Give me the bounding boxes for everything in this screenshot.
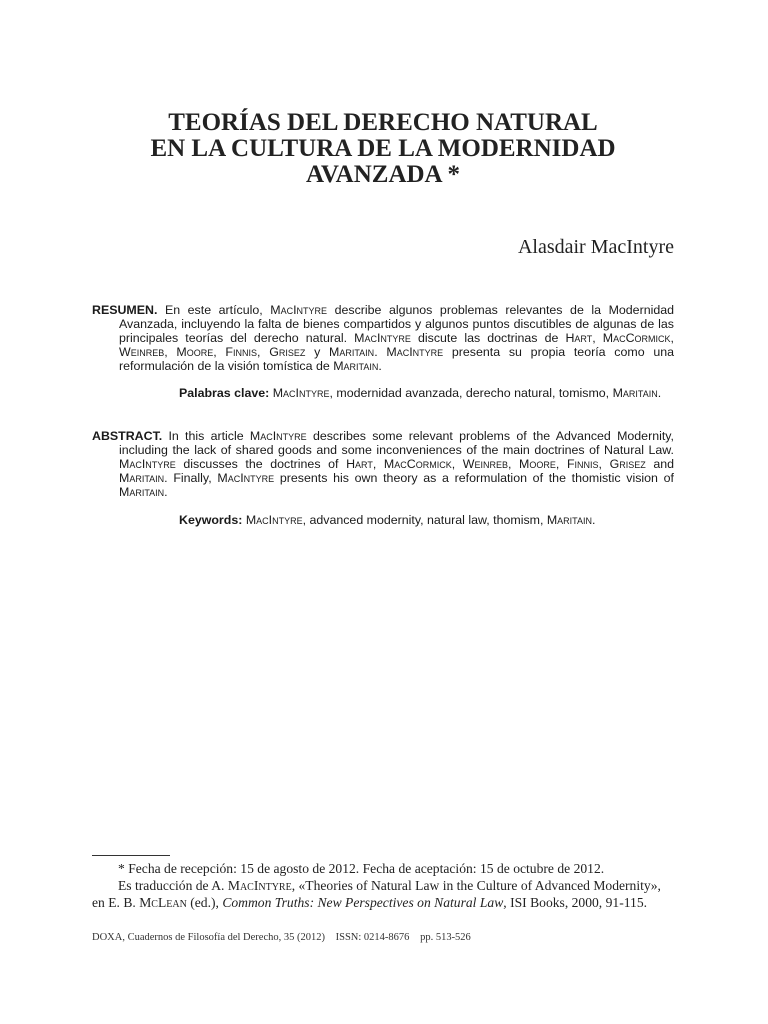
keywords-paragraph	[92, 513, 674, 528]
author-ref: Hart	[346, 457, 373, 471]
keywords-text: .	[657, 386, 662, 400]
author-ref: Maritain	[546, 513, 593, 527]
footnote-text: , «Theories of Natural Law in the Culture of Advanced Modernity», en E. B.	[92, 878, 661, 910]
separator: and	[645, 457, 675, 471]
title-line-3: AVANZADA *	[306, 161, 460, 188]
author-ref: MacIntyre	[119, 457, 176, 471]
page-footer	[92, 932, 479, 943]
keywords-section	[92, 513, 674, 528]
footnote-text: Es traducción de A.	[118, 878, 228, 893]
resumen-section	[92, 303, 674, 373]
footnote	[92, 860, 676, 911]
resumen-paragraph	[92, 303, 674, 373]
separator: ,	[507, 457, 520, 471]
palabras-clave-section	[92, 386, 674, 401]
author-ref: MacCormick	[602, 331, 671, 345]
author-ref: Finnis	[225, 345, 257, 359]
book-title: Common Truths: New Perspectives on Natural Law	[222, 895, 504, 910]
author-ref: McLean	[139, 895, 187, 910]
author-ref: Maritain	[329, 345, 375, 359]
resumen-text: describe algunos problemas relevantes de la Modernidad Avanzada, incluyendo la falta de bienes compartidos y algunos puntos discutibles de algunas de las principales teorías del derecho natural.	[119, 303, 675, 345]
separator: ,	[213, 345, 226, 359]
author-ref: MacIntyre	[270, 303, 328, 317]
abstract-text: In this article	[162, 429, 250, 443]
author-ref: Grisez	[609, 457, 646, 471]
article-title	[92, 110, 674, 188]
footnote-translation-note	[92, 877, 676, 911]
author-ref: Moore	[176, 345, 214, 359]
resumen-text: presenta su propia teoría como una reformulación de la visión tomística de	[119, 345, 674, 373]
resumen-text: .	[374, 345, 387, 359]
separator: y	[305, 345, 330, 359]
author-ref: Maritain	[119, 471, 165, 485]
issn: ISSN: 0214-8676	[335, 932, 410, 943]
resumen-text: .	[378, 359, 382, 373]
resumen-label: RESUMEN.	[92, 303, 158, 317]
abstract-paragraph	[92, 429, 674, 499]
author-ref: Maritain	[612, 386, 658, 400]
abstract-text: .	[164, 485, 168, 499]
abstract-text: presents his own theory as a reformulation of the thomistic vision of	[274, 471, 674, 485]
author-ref: Moore	[519, 457, 556, 471]
author-ref: Grisez	[269, 345, 306, 359]
author-ref: Hart	[565, 331, 593, 345]
abstract-text: discusses the doctrines of	[175, 457, 347, 471]
author-ref: Weinreb	[462, 457, 508, 471]
author-ref: Finnis	[566, 457, 599, 471]
author-ref: MacIntyre	[272, 386, 330, 400]
title-line-2: EN LA CULTURA DE LA MODERNIDAD	[150, 135, 616, 162]
keywords-label: Keywords:	[179, 513, 243, 527]
separator: ,	[555, 457, 567, 471]
separator: ,	[451, 457, 463, 471]
footnote-divider	[92, 855, 170, 856]
abstract-section	[92, 429, 674, 499]
author-ref: MacIntyre	[386, 345, 444, 359]
separator: ,	[372, 457, 384, 471]
separator: ,	[592, 331, 603, 345]
author-ref: MacIntyre	[249, 429, 307, 443]
author-ref: MacIntyre	[217, 471, 275, 485]
abstract-text: describes some relevant problems of the Advanced Modernity, including the lack of shared goods and some inconveniences of the main doctrines of Natural Law.	[119, 429, 674, 457]
author-ref: MacCormick	[383, 457, 452, 471]
keywords-text: .	[592, 513, 596, 527]
author-ref: MacIntyre	[354, 331, 411, 345]
palabras-clave-label: Palabras clave:	[179, 386, 270, 400]
resumen-text: discute las doctrinas de	[410, 331, 566, 345]
author-ref: MacIntyre	[245, 513, 303, 527]
footnote-text: , ISI Books, 2000, 91-115.	[503, 895, 648, 910]
author-ref: MacIntyre	[227, 878, 292, 893]
separator: ,	[164, 345, 177, 359]
author-ref: Maritain	[119, 485, 165, 499]
page-range: pp. 513-526	[420, 932, 471, 943]
separator: ,	[598, 457, 610, 471]
keywords-text: , modernidad avanzada, derecho natural, tomismo,	[329, 386, 613, 400]
author-ref: Weinreb	[119, 345, 165, 359]
palabras-clave-paragraph	[92, 386, 674, 401]
abstract-text: . Finally,	[164, 471, 218, 485]
separator: ,	[257, 345, 270, 359]
footnote-line-dates: * Fecha de recepción: 15 de agosto de 2012. Fecha de aceptación: 15 de octubre de 2012.	[118, 861, 605, 876]
author-name: Alasdair MacIntyre	[517, 236, 674, 258]
journal-name: DOXA, Cuadernos de Filosofía del Derecho, 35 (2012)	[92, 932, 325, 943]
keywords-text: , advanced modernity, natural law, thomism,	[302, 513, 547, 527]
title-line-1: TEORÍAS DEL DERECHO NATURAL	[168, 109, 598, 136]
abstract-label: ABSTRACT.	[92, 429, 163, 443]
author-ref: Maritain	[333, 359, 379, 373]
footnote-text: (ed.),	[186, 895, 223, 910]
resumen-text: En este artículo,	[157, 303, 271, 317]
separator: ,	[670, 331, 674, 345]
